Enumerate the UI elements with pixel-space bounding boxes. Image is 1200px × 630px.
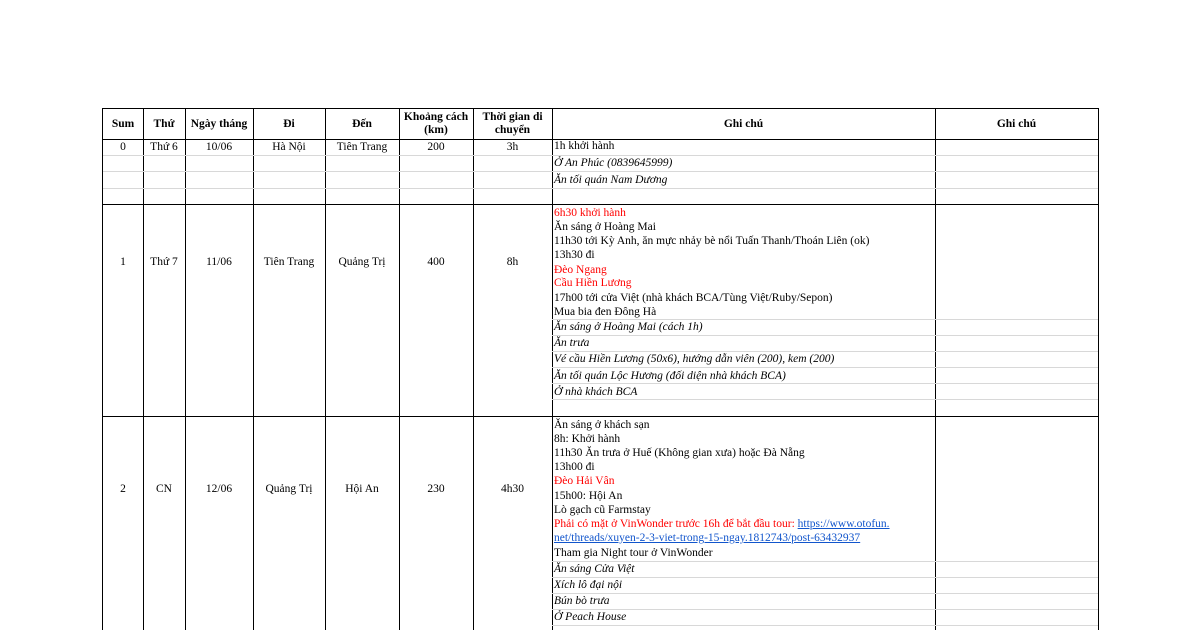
header-thu: Thứ <box>153 117 175 130</box>
row2-note-5: 15h00: Hội An <box>554 490 623 502</box>
row0-note-0: 1h khởi hành <box>554 140 615 152</box>
row0-time: 3h <box>506 141 519 153</box>
row2-note-12: Bún bò trưa <box>554 595 610 607</box>
row0-note-2: Ăn tối quán Nam Dương <box>554 174 668 186</box>
row2-note-13: Ở Peach House <box>554 611 627 623</box>
row0-note-1: Ở An Phúc (0839645999) <box>554 157 673 169</box>
row1-km: 400 <box>427 256 445 268</box>
row2-note-11: Xích lô đại nội <box>554 579 623 591</box>
row0-thu: Thứ 6 <box>150 141 178 153</box>
row1-den: Quảng Trị <box>338 256 386 268</box>
row2-note-9: Tham gia Night tour ở VinWonder <box>554 547 713 559</box>
tour-link-part2[interactable]: net/threads/xuyen-2-3-viet-trong-15-ngay.1812743/post-63432937 <box>554 532 861 544</box>
row0-den: Tiên Trang <box>336 141 388 153</box>
row2-note-10: Ăn sáng Cửa Việt <box>554 563 635 575</box>
tour-link-part1[interactable]: https://www.otofun. <box>797 518 890 530</box>
header-ghi-chu-1: Ghi chú <box>723 117 764 130</box>
row2-note-2: 11h30 Ăn trưa ở Huế (Không gian xưa) hoặc Đà Nẵng <box>554 447 805 459</box>
row1-note-0: 6h30 khởi hành <box>554 207 626 219</box>
row0-sum: 0 <box>120 141 126 153</box>
row1-note-11: Ăn tối quán Lộc Hương (đối diện nhà khách BCA) <box>554 370 786 382</box>
row1-note-6: 17h00 tới cửa Việt (nhà khách BCA/Tùng Việt/Ruby/Sepon) <box>554 292 833 304</box>
row2-ngay: 12/06 <box>205 483 233 495</box>
row2-note-0: Ăn sáng ở khách sạn <box>554 419 650 431</box>
row1-note-1: Ăn sáng ở Hoàng Mai <box>554 221 656 233</box>
row2-note-1: 8h: Khởi hành <box>554 433 621 445</box>
row2-den: Hội An <box>345 483 379 495</box>
row1-note-12: Ở nhà khách BCA <box>554 386 638 398</box>
row1-sum: 1 <box>120 256 126 268</box>
row2-note-3: 13h00 đi <box>554 461 595 473</box>
row2-thu: CN <box>156 483 172 495</box>
row1-time: 8h <box>506 256 519 268</box>
row1-note-8: Ăn sáng ở Hoàng Mai (cách 1h) <box>554 321 703 333</box>
row2-note-4: Đèo Hải Vân <box>554 475 615 487</box>
header-khoang-cach: Khoảng cách (km) <box>403 111 469 136</box>
row2-note-7 <box>554 518 890 531</box>
row1-note-5: Cầu Hiền Lương <box>554 277 632 289</box>
row2-note-7-text: Phải có mặt ở VinWonder trước 16h để bắt đầu tour: <box>554 518 798 530</box>
row1-thu: Thứ 7 <box>150 256 178 268</box>
row1-di: Tiên Trang <box>263 256 315 268</box>
row2-di: Quảng Trị <box>265 483 313 495</box>
row2-km: 230 <box>427 483 445 495</box>
row0-km: 200 <box>427 141 445 153</box>
row2-note-6: Lò gạch cũ Farmstay <box>554 504 651 516</box>
itinerary-table <box>102 108 1099 630</box>
header-sum: Sum <box>111 117 135 130</box>
header-ngay-thang: Ngày tháng <box>190 117 248 130</box>
row1-note-7: Mua bia đen Đông Hà <box>554 306 657 318</box>
row1-note-3: 13h30 đi <box>554 249 595 261</box>
row2-sum: 2 <box>120 483 126 495</box>
row1-note-9: Ăn trưa <box>554 337 590 349</box>
header-ghi-chu-2: Ghi chú <box>996 117 1037 130</box>
row0-ngay: 10/06 <box>205 141 233 153</box>
row1-note-4: Đèo Ngang <box>554 264 607 276</box>
row1-note-10: Vé cầu Hiền Lương (50x6), hướng dẫn viên (200), kem (200) <box>554 353 835 365</box>
row1-ngay: 11/06 <box>206 256 232 268</box>
header-den: Đến <box>352 117 372 130</box>
row0-di: Hà Nội <box>272 141 306 153</box>
header-thoi-gian: Thời gian di chuyển <box>482 111 543 136</box>
row2-time: 4h30 <box>501 483 524 495</box>
header-di: Đi <box>283 117 295 130</box>
row1-note-2: 11h30 tới Kỳ Anh, ăn mực nhảy bè nổi Tuấn Thanh/Thoán Liên (ok) <box>554 235 870 247</box>
